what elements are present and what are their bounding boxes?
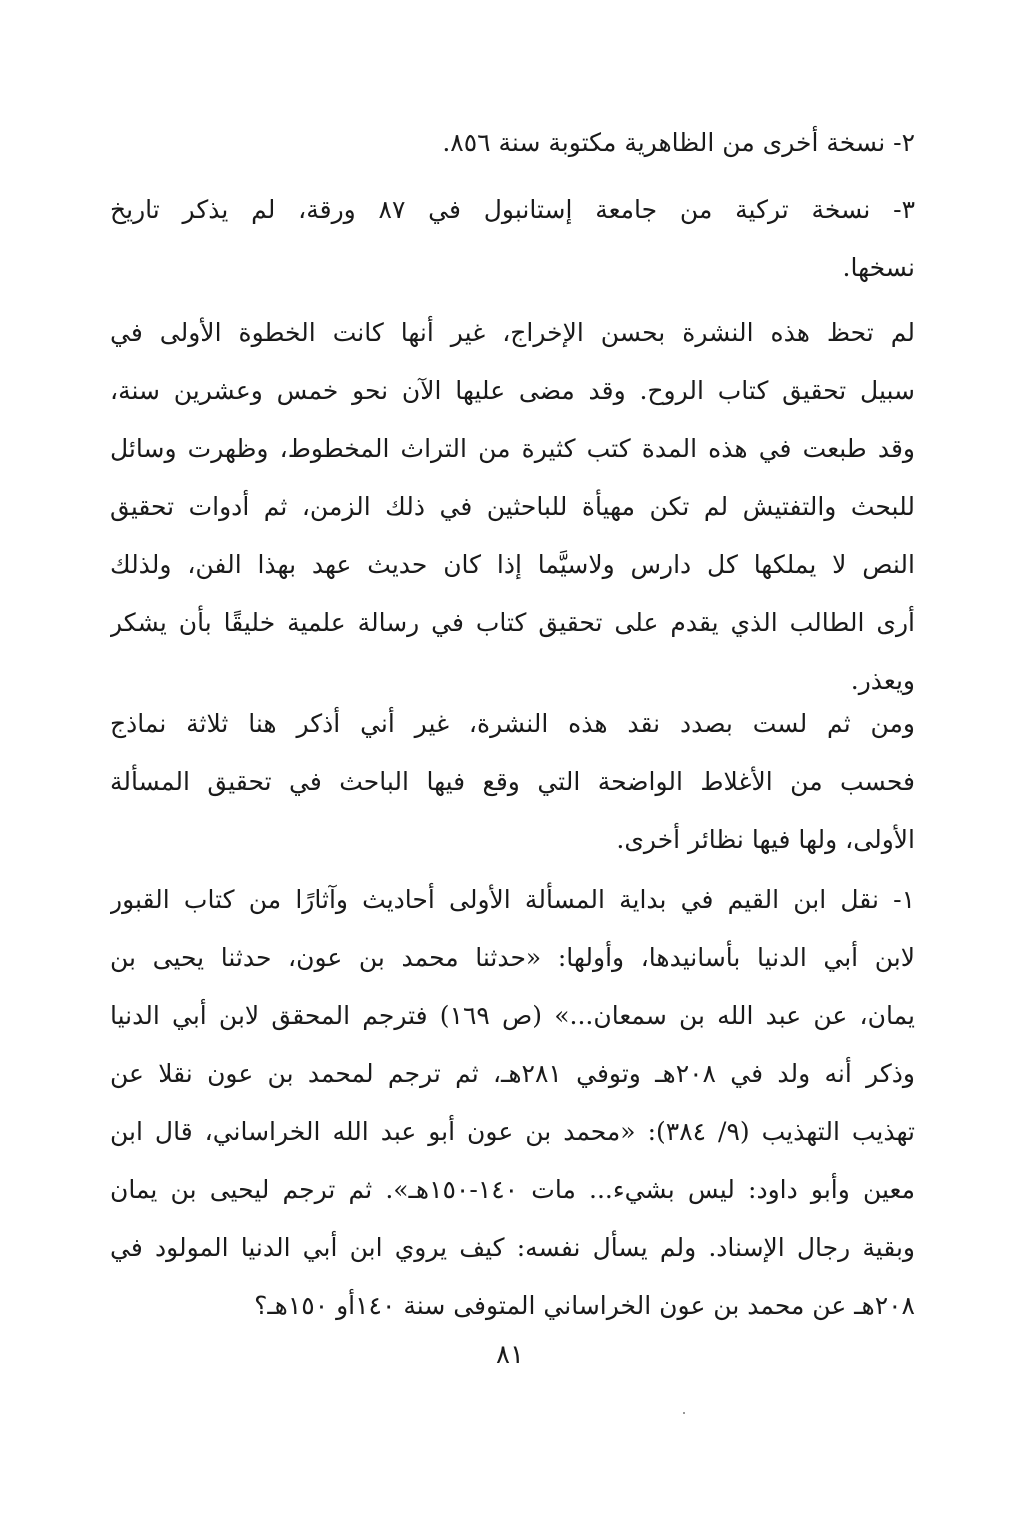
text-line: فحسب من الأغلاط الواضحة التي وقع فيها الباحث في تحقيق المسألة: [110, 767, 915, 796]
paragraph-examples: [110, 695, 915, 869]
list-item-2: [110, 114, 915, 172]
text-line: للبحث والتفتيش لم تكن مهيأة للباحثين في ذلك الزمن، ثم أدوات تحقيق: [110, 492, 915, 521]
text-line: لم تحظ هذه النشرة بحسن الإخراج، غير أنها كانت الخطوة الأولى في: [110, 318, 915, 347]
text-line: لابن أبي الدنيا بأسانيدها، وأولها: «حدثنا محمد بن عون، حدثنا يحيى بن: [110, 943, 915, 972]
text-line: ومن ثم لست بصدد نقد هذه النشرة، غير أني أذكر هنا ثلاثة نماذج: [110, 709, 915, 738]
list-item-1: [110, 871, 915, 1335]
paragraph-critique: [110, 304, 915, 710]
text-line: ويعذر.: [850, 666, 915, 695]
page-number: ٨١: [496, 1340, 524, 1370]
text-line: ١- نقل ابن القيم في بداية المسألة الأولى أحاديث وآثارًا من كتاب القبور: [110, 885, 915, 914]
text-line: وذكر أنه ولد في ٢٠٨هـ وتوفي ٢٨١هـ، ثم ترجم لمحمد بن عون نقلا عن: [110, 1059, 915, 1088]
text-line: تهذيب التهذيب (٩/ ٣٨٤): «محمد بن عون أبو عبد الله الخراساني، قال ابن: [110, 1117, 915, 1146]
text-line: ٣- نسخة تركية من جامعة إستانبول في ٨٧ ورقة، لم يذكر تاريخ: [110, 195, 915, 224]
text-line: أرى الطالب الذي يقدم على تحقيق كتاب في رسالة علمية خليقًا بأن يشكر: [110, 608, 915, 637]
text-line: النص لا يملكها كل دارس ولاسيَّما إذا كان حديث عهد بهذا الفن، ولذلك: [110, 550, 915, 579]
text-line: سبيل تحقيق كتاب الروح. وقد مضى عليها الآن نحو خمس وعشرين سنة،: [110, 376, 915, 405]
text-line: معين وأبو داود: ليس بشيء... مات ١٤٠-١٥٠هـ». ثم ترجم ليحيى بن يمان: [110, 1175, 915, 1204]
text-line: ٢- نسخة أخرى من الظاهرية مكتوبة سنة ٨٥٦.: [442, 128, 915, 157]
text-line: وقد طبعت في هذه المدة كتب كثيرة من التراث المخطوط، وظهرت وسائل: [110, 434, 915, 463]
text-line: الأولى، ولها فيها نظائر أخرى.: [616, 825, 915, 854]
text-line: ٢٠٨هـ عن محمد بن عون الخراساني المتوفى سنة ١٤٠أو ١٥٠هـ؟: [254, 1291, 915, 1320]
text-line: يمان، عن عبد الله بن سمعان...» (ص ١٦٩) فترجم المحقق لابن أبي الدنيا: [110, 1001, 915, 1030]
scan-speck: [683, 1412, 685, 1414]
list-item-3: [110, 181, 915, 297]
text-line: نسخها.: [842, 253, 915, 282]
text-line: وبقية رجال الإسناد. ولم يسأل نفسه: كيف يروي ابن أبي الدنيا المولود في: [110, 1233, 915, 1262]
